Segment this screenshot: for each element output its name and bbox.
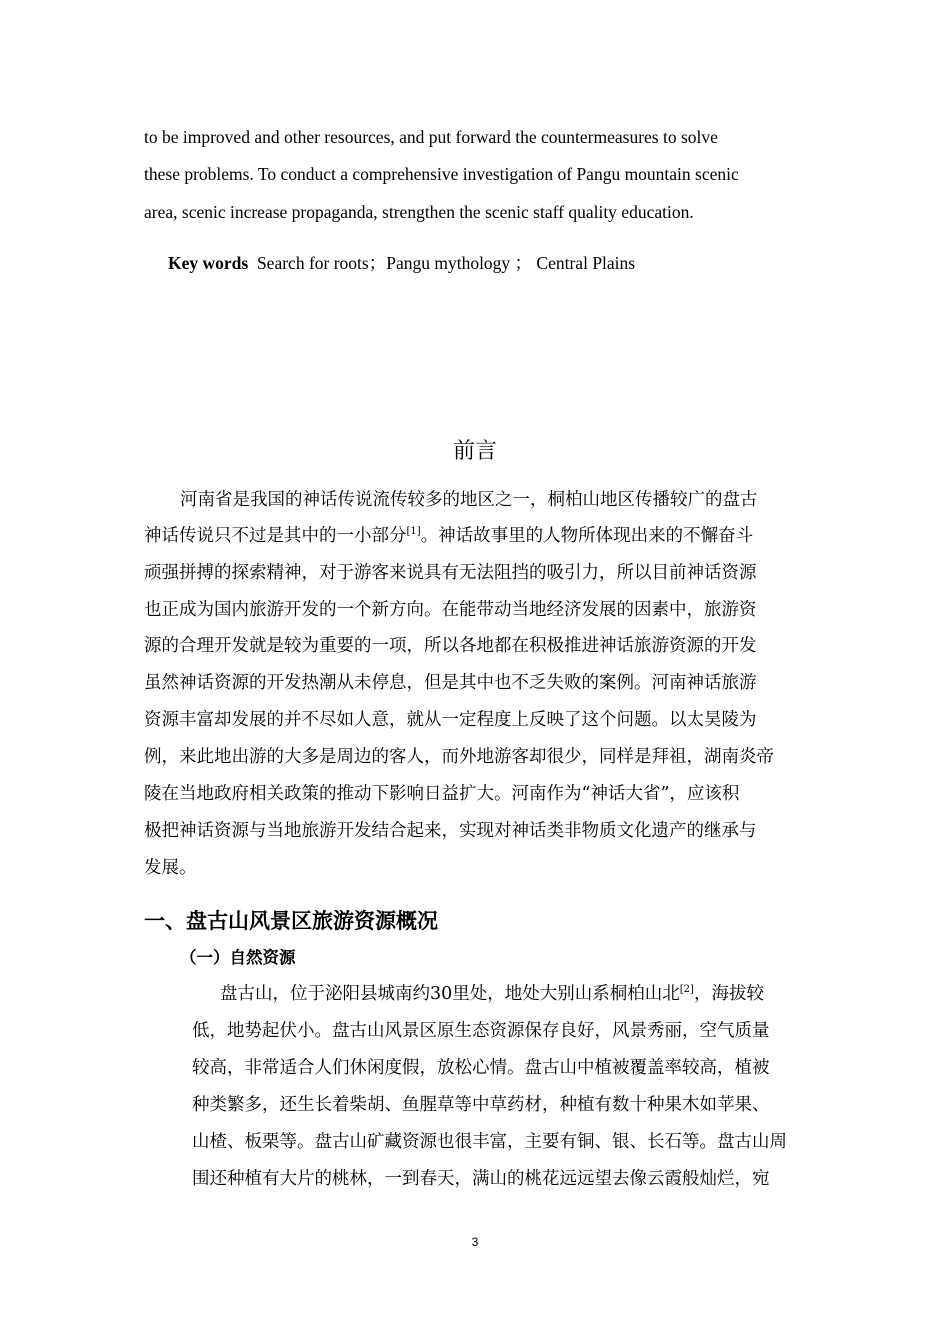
natural-line-6: 围还种植有大片的桃林，一到春天，满山的桃花远远望去像云霞般灿烂，宛 bbox=[192, 1169, 770, 1189]
keywords-text: Search for roots；Pangu mythology ； Central Plains bbox=[256, 253, 636, 273]
page-number: 3 bbox=[471, 1235, 479, 1249]
preface-line-6: 虽然神话资源的开发热潮从未停息，但是其中也不乏失败的案例。河南神话旅游 bbox=[144, 673, 757, 693]
preface-line-3: 顽强拼搏的探索精神，对于游客来说具有无法阻挡的吸引力，所以目前神话资源 bbox=[144, 563, 757, 583]
preface-line-11: 发展。 bbox=[144, 858, 197, 878]
preface-line-2 bbox=[144, 522, 753, 547]
preface-line-2a: 神话传说只不过是其中的一小部分 bbox=[144, 526, 407, 546]
preface-line-7: 资源丰富却发展的并不尽如人意，就从一定程度上反映了这个问题。以太昊陵为 bbox=[144, 710, 757, 730]
preface-line-1: 河南省是我国的神话传说流传较多的地区之一，桐柏山地区传播较广的盘古 bbox=[180, 490, 758, 510]
natural-line-4: 种类繁多，还生长着柴胡、鱼腥草等中草药材，种植有数十种果木如苹果、 bbox=[192, 1095, 770, 1115]
natural-line-1 bbox=[220, 980, 764, 1005]
natural-line-1b: ，海拔较 bbox=[693, 984, 764, 1004]
natural-line-1a: 盘古山，位于泌阳县城南约30里处，地处大别山系桐柏山北 bbox=[220, 984, 680, 1004]
preface-line-8: 例，来此地出游的大多是周边的客人，而外地游客却很少，同样是拜祖，湖南炎帝 bbox=[144, 747, 774, 767]
keywords-label: Key words bbox=[168, 253, 249, 273]
abstract-line-2: these problems. To conduct a comprehensive investigation of Pangu mountain scenic bbox=[144, 164, 739, 184]
natural-line-2: 低，地势起伏小。盘古山风景区原生态资源保存良好，风景秀丽，空气质量 bbox=[192, 1021, 770, 1041]
preface-line-5: 源的合理开发就是较为重要的一项，所以各地都在积极推进神话旅游资源的开发 bbox=[144, 636, 757, 656]
abstract-line-1: to be improved and other resources, and put forward the countermeasures to solve bbox=[144, 127, 718, 147]
subsection-1-heading: （一）自然资源 bbox=[180, 948, 296, 967]
citation-1: [1] bbox=[406, 526, 421, 537]
citation-2: [2] bbox=[679, 984, 694, 995]
section-1-heading: 一、盘古山风景区旅游资源概况 bbox=[144, 909, 438, 933]
keywords-row bbox=[168, 250, 635, 275]
preface-line-9: 陵在当地政府相关政策的推动下影响日益扩大。河南作为“神话大省”，应该积 bbox=[144, 784, 740, 804]
natural-line-5: 山楂、板栗等。盘古山矿藏资源也很丰富，主要有铜、银、长石等。盘古山周 bbox=[192, 1132, 787, 1152]
preface-line-2b: 。神话故事里的人物所体现出来的不懈奋斗 bbox=[420, 526, 754, 546]
natural-line-3: 较高，非常适合人们休闲度假，放松心情。盘古山中植被覆盖率较高，植被 bbox=[192, 1058, 770, 1078]
preface-title: 前言 bbox=[452, 439, 497, 464]
abstract-line-3: area, scenic increase propaganda, strengthen the scenic staff quality education. bbox=[144, 202, 694, 222]
preface-line-4: 也正成为国内旅游开发的一个新方向。在能带动当地经济发展的因素中，旅游资 bbox=[144, 600, 757, 620]
preface-line-10: 极把神话资源与当地旅游开发结合起来，实现对神话类非物质文化遗产的继承与 bbox=[144, 821, 757, 841]
